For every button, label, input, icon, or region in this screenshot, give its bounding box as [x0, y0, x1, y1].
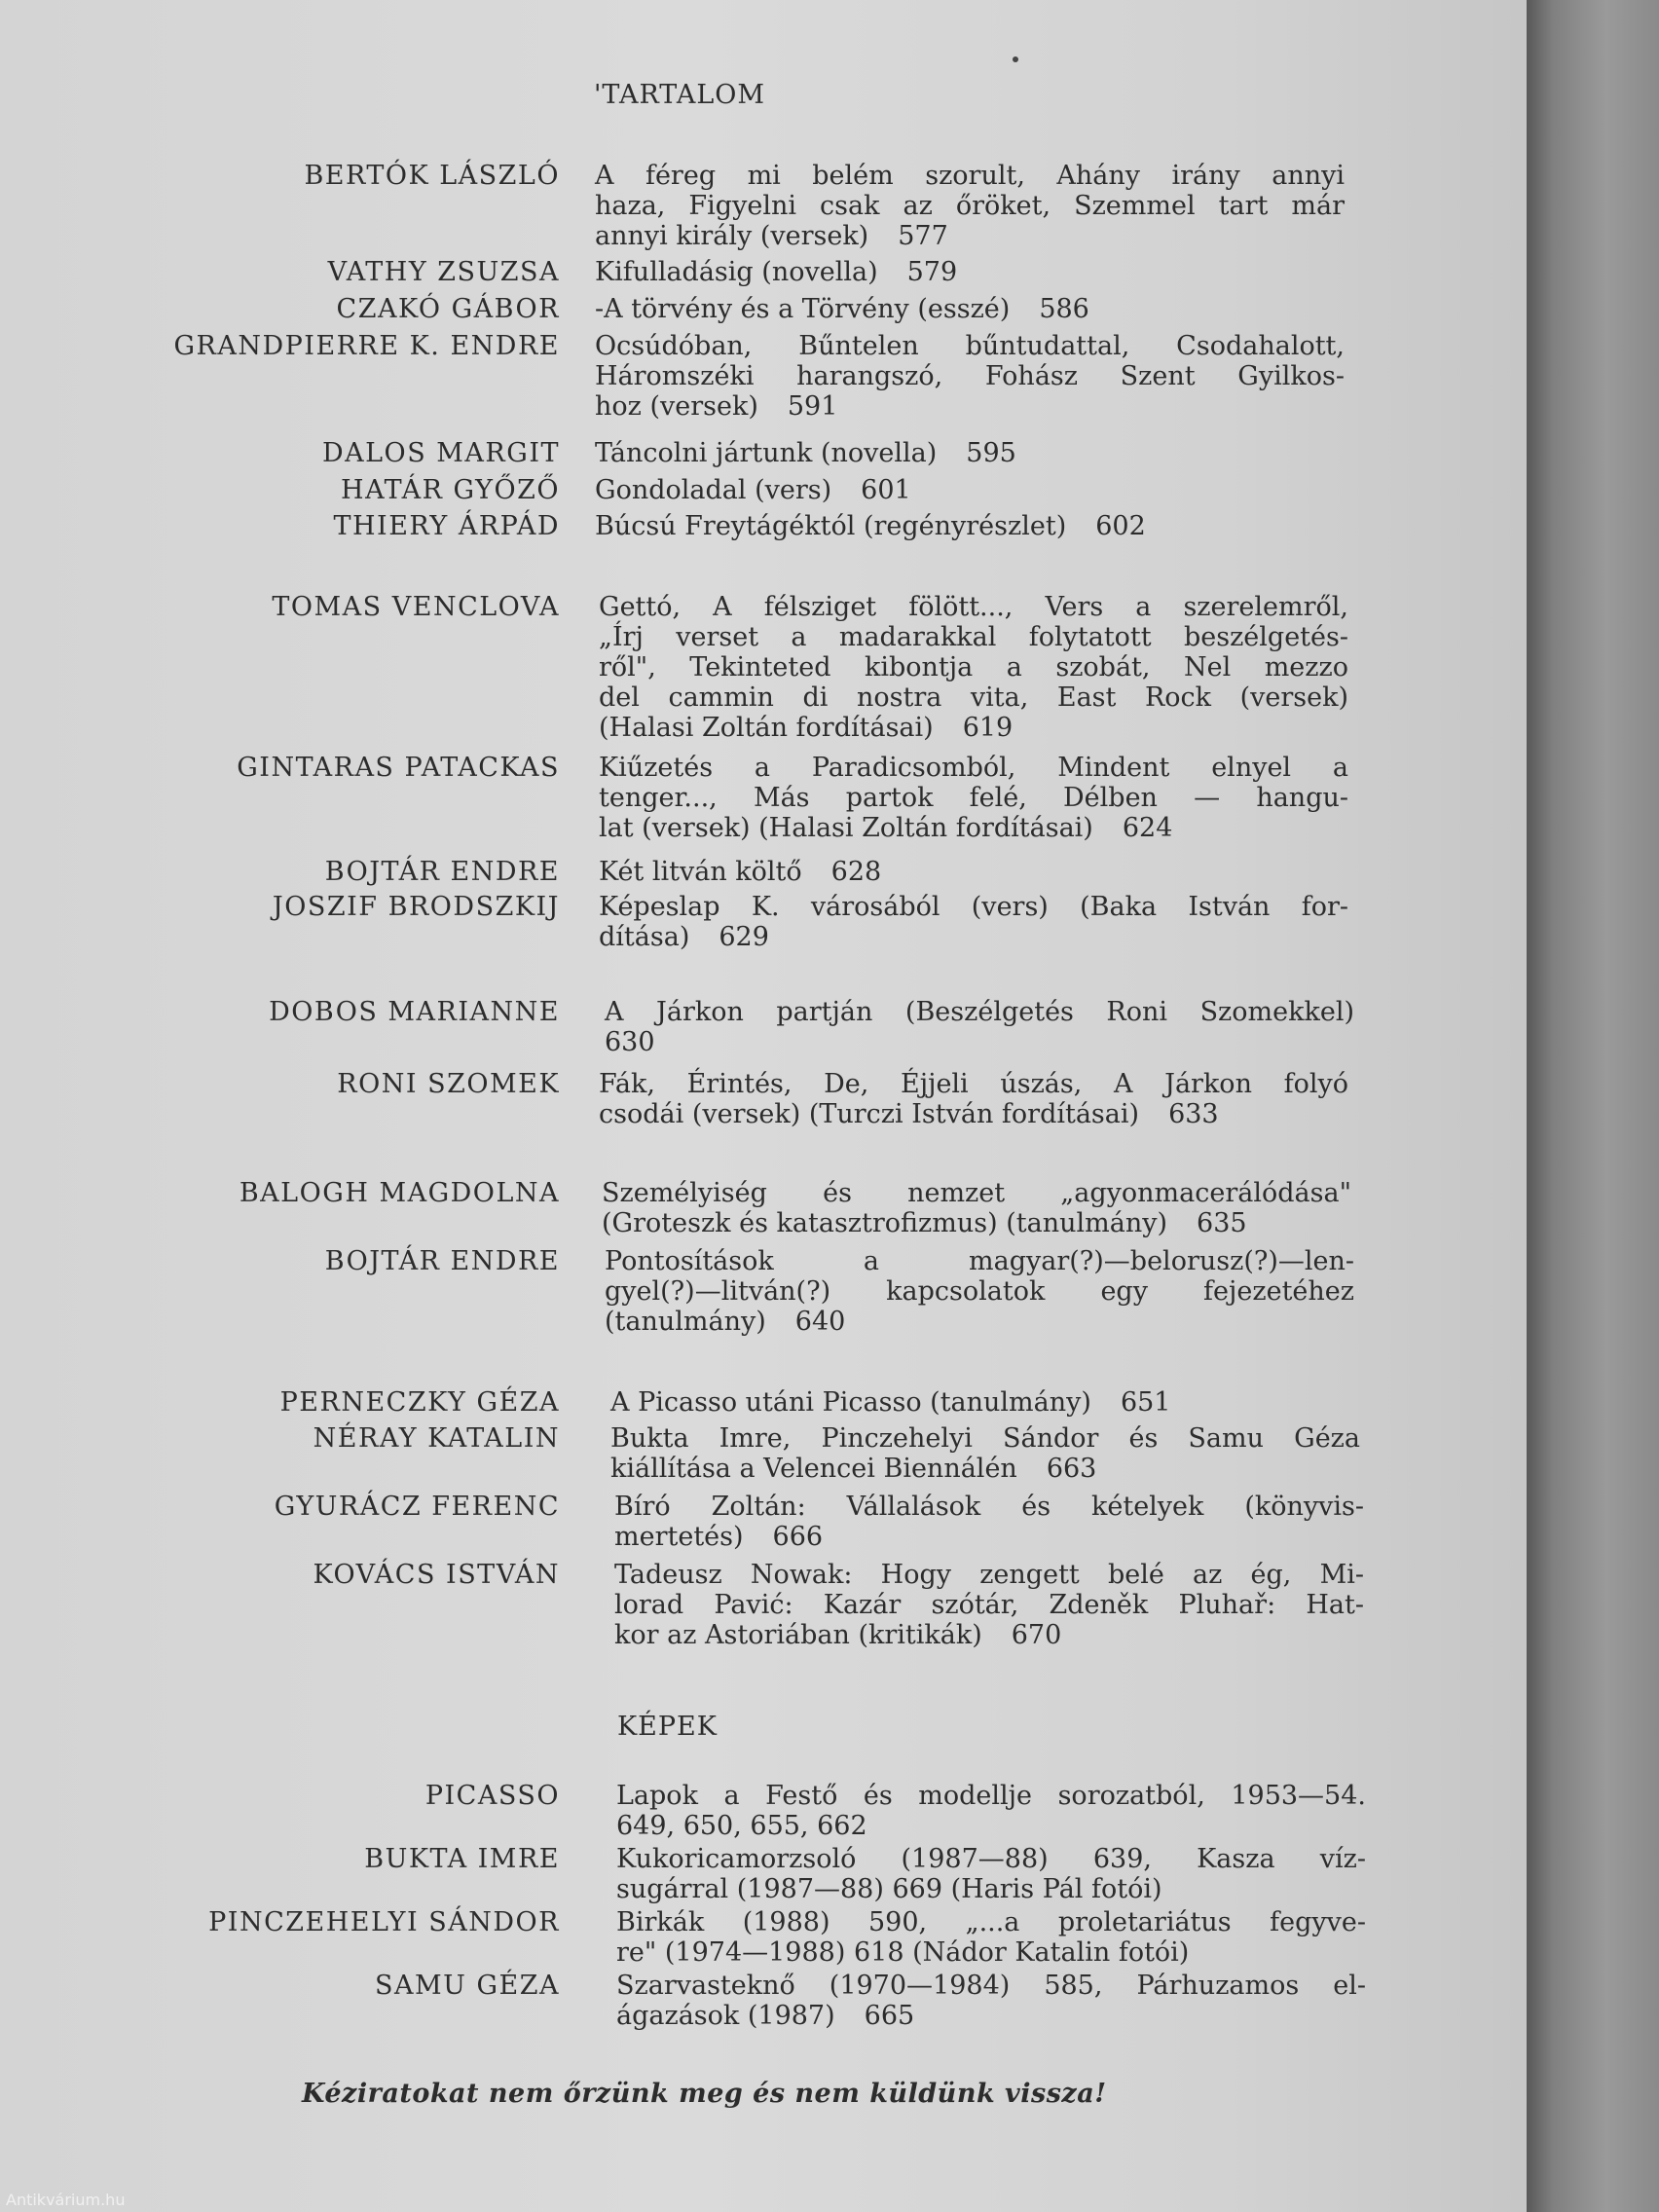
toc-author: NÉRAY KATALIN — [313, 1423, 560, 1454]
toc-line — [599, 1069, 1348, 1099]
image-description — [616, 1971, 1366, 2031]
ink-speck — [1013, 56, 1018, 62]
toc-author: CZAKÓ GÁBOR — [336, 294, 560, 324]
toc-line — [605, 1276, 1354, 1307]
image-line-text: re" (1974—1988) 618 (Nádor Katalin fotói) — [616, 1937, 1190, 1968]
page-title: 'TARTALOM — [594, 80, 766, 110]
toc-page-number: 670 — [1011, 1620, 1062, 1650]
toc-line — [595, 221, 1345, 251]
image-author: BUKTA IMRE — [364, 1844, 560, 1874]
toc-line — [605, 1027, 1354, 1057]
toc-description — [595, 257, 1345, 287]
toc-line-text: annyi király (versek) — [595, 221, 869, 251]
image-description — [616, 1781, 1366, 1841]
toc-line — [595, 257, 1345, 287]
toc-page-number: 633 — [1168, 1099, 1219, 1129]
toc-page-number: 640 — [794, 1307, 846, 1337]
toc-line-text: del cammin di nostra vita, East Rock (versek) — [599, 682, 1348, 713]
toc-author: BALOGH MAGDOLNA — [239, 1178, 560, 1208]
toc-page-number: 628 — [830, 857, 882, 887]
toc-line-text: Kiűzetés a Paradicsomból, Mindent elnyel a — [599, 753, 1348, 783]
image-line-text: Lapok a Festő és modellje sorozatból, 1953—54. — [616, 1781, 1366, 1811]
toc-line-text: Pontosítások a magyar(?)—belorusz(?)—len- — [605, 1246, 1354, 1276]
toc-line-text: ről", Tekinteted kibontja a szobát, Nel mezzo — [599, 652, 1348, 682]
toc-description — [595, 294, 1345, 324]
page-edge-background — [1527, 0, 1659, 2212]
toc-author: THIERY ÁRPÁD — [333, 511, 560, 541]
toc-line — [595, 511, 1345, 541]
toc-line-text: Háromszéki harangszó, Fohász Szent Gyilkos- — [595, 361, 1345, 391]
toc-description — [595, 511, 1345, 541]
image-line — [616, 1907, 1366, 1937]
toc-line-text: dítása) — [599, 922, 690, 952]
image-line — [616, 1937, 1366, 1968]
image-line — [616, 1971, 1366, 2001]
toc-line-text: Kifulladásig (novella) — [595, 257, 878, 287]
toc-line — [595, 191, 1345, 221]
toc-line — [595, 294, 1345, 324]
toc-line — [595, 161, 1345, 191]
toc-line — [599, 592, 1348, 622]
image-author: PICASSO — [424, 1781, 560, 1811]
toc-line-text: lat (versek) (Halasi Zoltán fordításai) — [599, 813, 1093, 843]
toc-author: HATÁR GYŐZŐ — [341, 475, 560, 505]
toc-author: JOSZIF BRODSZKIJ — [272, 892, 560, 922]
toc-line-text: Búcsú Freytágéktól (regényrészlet) — [595, 511, 1067, 541]
toc-author: BERTÓK LÁSZLÓ — [304, 161, 560, 191]
watermark: Antikvárium.hu — [6, 2191, 126, 2209]
toc-line-text: mertetés) — [614, 1522, 744, 1552]
toc-line-text: Táncolni jártunk (novella) — [595, 438, 938, 468]
toc-line-text: gyel(?)—litván(?) kapcsolatok egy fejezetéhez — [605, 1276, 1354, 1307]
toc-author: DOBOS MARIANNE — [269, 997, 560, 1027]
toc-line — [605, 997, 1354, 1027]
image-line-text: Kukoricamorzsoló (1987—88) 639, Kasza víz- — [616, 1844, 1366, 1874]
toc-line-text: Bíró Zoltán: Vállalások és kételyek (könyvis- — [614, 1492, 1364, 1522]
toc-line — [602, 1178, 1351, 1208]
image-author: PINCZEHELYI SÁNDOR — [208, 1907, 560, 1937]
image-author: SAMU GÉZA — [374, 1971, 560, 2001]
image-line-text: Birkák (1988) 590, „...a proletariátus fegyve- — [616, 1907, 1366, 1937]
toc-line — [599, 783, 1348, 813]
image-line-text: 649, 650, 655, 662 — [616, 1811, 867, 1841]
toc-line — [614, 1620, 1364, 1650]
toc-page-number: 635 — [1197, 1208, 1247, 1238]
toc-description — [605, 997, 1354, 1057]
toc-line — [614, 1560, 1364, 1590]
toc-line — [610, 1423, 1360, 1454]
toc-description — [614, 1560, 1364, 1650]
image-line — [616, 1811, 1366, 1841]
toc-description — [599, 753, 1348, 843]
toc-line-text: kiállítása a Velencei Biennálén — [610, 1454, 1017, 1484]
toc-line — [599, 922, 1348, 952]
toc-description — [599, 592, 1348, 743]
toc-page-number: 602 — [1095, 511, 1146, 541]
image-line — [616, 2001, 1366, 2031]
image-line — [616, 1844, 1366, 1874]
toc-line-text: 630 — [605, 1027, 655, 1057]
toc-author: BOJTÁR ENDRE — [324, 857, 560, 887]
toc-line-text: A Járkon partján (Beszélgetés Roni Szomekkel) — [605, 997, 1354, 1027]
toc-author: PERNECZKY GÉZA — [279, 1387, 560, 1418]
toc-page-number: 666 — [772, 1522, 824, 1552]
image-line — [616, 1874, 1366, 1904]
toc-line — [610, 1454, 1360, 1484]
toc-line-text: Két litván költő — [599, 857, 802, 887]
toc-description — [599, 892, 1348, 952]
toc-line-text: csodái (versek) (Turczi István fordításai) — [599, 1099, 1140, 1129]
toc-line-text: -A törvény és a Törvény (esszé) — [595, 294, 1011, 324]
toc-line — [599, 753, 1348, 783]
toc-line — [595, 361, 1345, 391]
toc-line-text: (tanulmány) — [605, 1307, 766, 1337]
toc-description — [595, 161, 1345, 251]
toc-line-text: Gondoladal (vers) — [595, 475, 832, 505]
images-section-heading: KÉPEK — [617, 1712, 718, 1742]
toc-line — [599, 682, 1348, 713]
toc-line-text: haza, Figyelni csak az őröket, Szemmel tart már — [595, 191, 1345, 221]
toc-description — [610, 1423, 1360, 1484]
toc-author: TOMAS VENCLOVA — [272, 592, 560, 622]
toc-line-text: A féreg mi belém szorult, Ahány irány annyi — [595, 161, 1345, 191]
toc-line — [595, 438, 1345, 468]
toc-line — [610, 1387, 1360, 1418]
toc-line-text: Bukta Imre, Pinczehelyi Sándor és Samu Géza — [610, 1423, 1360, 1454]
toc-line — [605, 1307, 1354, 1337]
toc-line-text: Tadeusz Nowak: Hogy zengett belé az ég, Mi- — [614, 1560, 1364, 1590]
image-line-text: Szarvasteknő (1970—1984) 585, Párhuzamos el- — [616, 1971, 1366, 2001]
toc-author: BOJTÁR ENDRE — [324, 1246, 560, 1276]
toc-page-number: 601 — [861, 475, 911, 505]
toc-line — [602, 1208, 1351, 1238]
image-description — [616, 1844, 1366, 1904]
toc-description — [595, 438, 1345, 468]
toc-description — [595, 475, 1345, 505]
toc-line — [605, 1246, 1354, 1276]
toc-page-number: 663 — [1046, 1454, 1097, 1484]
toc-line-text: Gettó, A félsziget fölött..., Vers a szerelemről, — [599, 592, 1348, 622]
toc-page-number: 586 — [1039, 294, 1089, 324]
toc-author: DALOS MARGIT — [321, 438, 560, 468]
toc-page-number: 591 — [787, 391, 838, 422]
toc-page-number: 624 — [1122, 813, 1173, 843]
image-page-number: 665 — [864, 2001, 915, 2031]
toc-author: RONI SZOMEK — [337, 1069, 560, 1099]
toc-author: GRANDPIERRE K. ENDRE — [173, 331, 560, 361]
toc-line-text: Ocsúdóban, Bűntelen bűntudattal, Csodahalott, — [595, 331, 1345, 361]
toc-line — [599, 652, 1348, 682]
image-line-text: sugárral (1987—88) 669 (Haris Pál fotói) — [616, 1874, 1162, 1904]
toc-line — [599, 857, 1348, 887]
toc-page-number: 579 — [906, 257, 958, 287]
toc-line-text: (Halasi Zoltán fordításai) — [599, 713, 934, 743]
toc-line-text: tenger..., Más partok felé, Délben — hangu- — [599, 783, 1348, 813]
toc-line — [599, 713, 1348, 743]
toc-description — [599, 1069, 1348, 1129]
toc-line — [614, 1492, 1364, 1522]
toc-line-text: A Picasso utáni Picasso (tanulmány) — [610, 1387, 1091, 1418]
toc-line-text: „Írj verset a madarakkal folytatott beszélgetés- — [599, 622, 1348, 652]
toc-page-number: 651 — [1120, 1387, 1171, 1418]
toc-line-text: hoz (versek) — [595, 391, 758, 422]
toc-line-text: Személyiség és nemzet „agyonmacerálódása" — [602, 1178, 1351, 1208]
image-line-text: ágazások (1987) — [616, 2001, 835, 2031]
toc-description — [605, 1246, 1354, 1337]
image-line — [616, 1781, 1366, 1811]
toc-description — [610, 1387, 1360, 1418]
toc-description — [602, 1178, 1351, 1238]
toc-author: GYURÁCZ FERENC — [274, 1492, 560, 1522]
toc-line — [599, 813, 1348, 843]
footer-notice: Kéziratokat nem őrzünk meg és nem küldünk vissza! — [302, 2079, 1107, 2109]
toc-author: GINTARAS PATACKAS — [237, 753, 560, 783]
toc-line-text: Fák, Érintés, De, Éjjeli úszás, A Járkon folyó — [599, 1069, 1348, 1099]
toc-line — [599, 1099, 1348, 1129]
toc-line-text: lorad Pavić: Kazár szótár, Zdeněk Pluhař: Hat- — [614, 1590, 1364, 1620]
toc-line — [595, 331, 1345, 361]
toc-page-number: 595 — [966, 438, 1016, 468]
toc-line — [599, 892, 1348, 922]
toc-description — [599, 857, 1348, 887]
toc-author: KOVÁCS ISTVÁN — [313, 1560, 560, 1590]
toc-line — [614, 1522, 1364, 1552]
toc-page-number: 629 — [719, 922, 769, 952]
toc-line-text: kor az Astoriában (kritikák) — [614, 1620, 982, 1650]
toc-line-text: (Groteszk és katasztrofizmus) (tanulmány) — [602, 1208, 1168, 1238]
toc-author: VATHY ZSUZSA — [327, 257, 560, 287]
toc-line-text: Képeslap K. városából (vers) (Baka István for- — [599, 892, 1348, 922]
toc-line — [599, 622, 1348, 652]
toc-line — [595, 391, 1345, 422]
toc-line — [595, 475, 1345, 505]
toc-description — [595, 331, 1345, 422]
toc-page-number: 577 — [898, 221, 948, 251]
toc-page-number: 619 — [962, 713, 1014, 743]
toc-line — [614, 1590, 1364, 1620]
image-description — [616, 1907, 1366, 1968]
toc-description — [614, 1492, 1364, 1552]
